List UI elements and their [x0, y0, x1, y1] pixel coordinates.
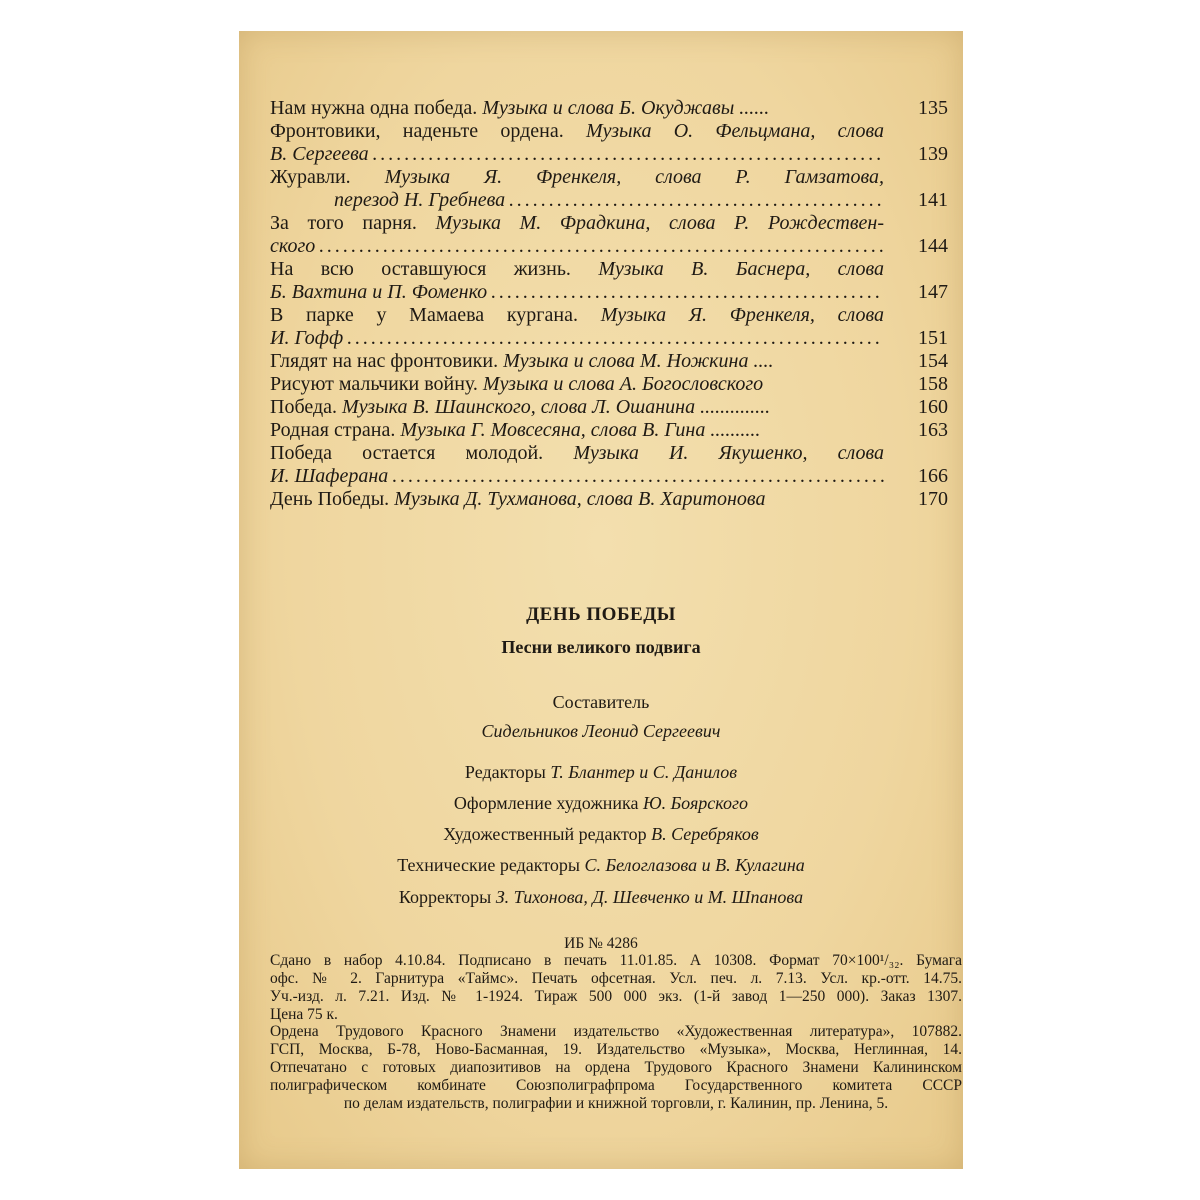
page-number: 147 — [918, 281, 948, 303]
toc-entry-text — [270, 120, 884, 143]
song-title: Журавли. — [270, 166, 385, 188]
credit-line — [239, 793, 963, 814]
song-title: Нам нужна одна победа. — [270, 97, 483, 119]
toc-entry-line — [270, 166, 948, 189]
publisher-line: ГСП, Москва, Б-78, Ново-Басманная, 19. Издательство «Музыка», Москва, Неглинная, 14. — [270, 1041, 962, 1058]
page-number: 158 — [918, 373, 948, 395]
song-credits: Музыка Г. Мовсесяна, слова В. Гина .......... — [400, 419, 761, 441]
toc-entry-line — [270, 304, 948, 327]
song-credits: Музыка И. Якушенко, слова — [573, 442, 884, 464]
book-page — [239, 31, 963, 1169]
toc-entry-line — [270, 189, 948, 212]
print-detail-line: офс. № 2. Гарнитура «Таймс». Печать офсетная. Усл. печ. л. 7.13. Усл. кр.-отт. 14.75. — [270, 970, 962, 987]
publisher-line: полиграфическом комбинате Союзполиграфпрома Государственного комитета СССР — [270, 1077, 962, 1094]
compiler-label: Составитель — [552, 692, 650, 712]
toc-entry-line — [270, 327, 948, 350]
song-title: Родная страна. — [270, 419, 401, 441]
ib-number: ИБ № 4286 — [564, 935, 638, 952]
toc-entry-line — [270, 442, 948, 465]
toc-entry-text — [270, 465, 884, 488]
song-credits: Музыка М. Фрадкина, слова Р. Рождествен- — [435, 212, 884, 234]
toc-entry-line — [270, 396, 948, 419]
toc-entry-line — [270, 120, 948, 143]
song-credits: Музыка О. Фельцмана, слова — [585, 120, 884, 142]
song-title: За того парня. — [270, 212, 436, 234]
credit-role: Художественный редактор — [443, 824, 652, 844]
credit-names: Т. Блантер и С. Данилов — [550, 762, 738, 782]
toc-entry-text — [270, 97, 884, 120]
price: Цена 75 к. — [270, 1006, 338, 1023]
song-credits: Музыка В. Баснера, слова — [598, 258, 884, 280]
toc-entry-text — [270, 281, 884, 304]
toc-entry-text — [270, 189, 884, 212]
song-credits: И. Гофф . . . — [270, 327, 884, 349]
song-title: Фронтовики, наденьте ордена. — [270, 120, 586, 142]
toc-entry-text — [270, 166, 884, 189]
publisher-line: по делам издательств, полиграфии и книжной торговли, г. Калинин, пр. Ленина, 5. — [343, 1095, 889, 1112]
toc-entry-text — [270, 258, 884, 281]
toc-entry-line — [270, 419, 948, 442]
song-credits: Музыка Д. Тухманова, слова В. Харитонова — [394, 488, 766, 510]
song-credits: Музыка и слова Б. Окуджавы ...... — [482, 97, 770, 119]
toc-entry-text — [270, 212, 884, 235]
song-credits: Музыка и слова А. Богословского — [482, 373, 764, 395]
song-credits: Музыка и слова М. Ножкина .... — [503, 350, 774, 372]
toc-entry-text — [270, 235, 884, 258]
page-number: 135 — [918, 97, 948, 119]
credit-names: В. Серебряков — [651, 824, 759, 844]
toc-entry-line — [270, 258, 948, 281]
song-title: Рисуют мальчики войну. — [270, 373, 483, 395]
song-credits: Музыка Я. Френкеля, слова — [600, 304, 884, 326]
print-detail-line: Сдано в набор 4.10.84. Подписано в печать 11.01.85. А 10308. Формат 70×100¹/₃₂. Бумага — [270, 952, 962, 969]
publisher-line: Отпечатано с готовых диапозитивов на ордена Трудового Красного Знамени Калининском — [270, 1059, 962, 1076]
compiler-name: Сидельников Леонид Сергеевич — [481, 721, 721, 741]
toc-entry-text — [270, 143, 884, 166]
publisher-info — [270, 1023, 962, 1113]
credit-names: Ю. Боярского — [642, 793, 749, 813]
song-title: Победа остается молодой. — [270, 442, 574, 464]
credit-names: З. Тихонова, Д. Шевченко и М. Шпанова — [495, 887, 804, 907]
toc-entry-line — [270, 281, 948, 304]
song-credits: ского . . . — [270, 235, 884, 257]
song-title: Победа. — [270, 396, 343, 418]
song-title: День Победы. — [270, 488, 395, 510]
table-of-contents — [270, 97, 948, 511]
toc-entry-line — [270, 488, 948, 511]
credit-line — [239, 824, 963, 845]
toc-entry-text — [270, 373, 884, 396]
page-number: 139 — [918, 143, 948, 165]
page-number: 141 — [918, 189, 948, 211]
toc-entry-text — [270, 304, 884, 327]
song-credits: Музыка Я. Френкеля, слова Р. Гамзатова, — [384, 166, 884, 188]
song-title: Глядят на нас фронтовики. — [270, 350, 504, 372]
toc-entry-text — [270, 442, 884, 465]
page-number: 163 — [918, 419, 948, 441]
song-credits: перезод Н. Гребнева . . . — [334, 189, 884, 211]
toc-entry-text — [270, 350, 884, 373]
page-number: 151 — [918, 327, 948, 349]
credit-role: Оформление художника — [453, 793, 643, 813]
toc-entry-text — [270, 396, 884, 419]
toc-entry-text — [270, 488, 884, 511]
book-title: ДЕНЬ ПОБЕДЫ — [526, 604, 676, 625]
print-details — [270, 952, 962, 1024]
toc-entry-text — [270, 419, 884, 442]
page-number: 144 — [918, 235, 948, 257]
credit-line — [239, 855, 963, 876]
credit-names: С. Белоглазова и В. Кулагина — [584, 855, 805, 875]
toc-entry-line — [270, 350, 948, 373]
page-number: 170 — [918, 488, 948, 510]
credit-role: Корректоры — [398, 887, 496, 907]
song-title: На всю оставшуюся жизнь. — [270, 258, 599, 280]
page-number: 160 — [918, 396, 948, 418]
publisher-line: Ордена Трудового Красного Знамени издательство «Художественная литература», 107882. — [270, 1023, 962, 1040]
song-credits: Музыка В. Шаинского, слова Л. Ошанина .............. — [342, 396, 771, 418]
toc-entry-line — [270, 235, 948, 258]
page-number: 166 — [918, 465, 948, 487]
song-credits: Б. Вахтина и П. Фоменко . . . — [270, 281, 884, 303]
toc-entry-line — [270, 143, 948, 166]
toc-entry-line — [270, 465, 948, 488]
book-subtitle: Песни великого подвига — [501, 637, 701, 657]
toc-entry-text — [270, 327, 884, 350]
toc-entry-line — [270, 97, 948, 120]
song-credits: В. Сергеева . . . — [270, 143, 884, 165]
toc-entry-line — [270, 212, 948, 235]
song-credits: И. Шаферана . . . — [270, 465, 884, 487]
toc-entry-line — [270, 373, 948, 396]
credit-role: Редакторы — [464, 762, 551, 782]
credit-line — [239, 762, 963, 783]
credit-line — [239, 887, 963, 908]
page-number: 154 — [918, 350, 948, 372]
credit-role: Технические редакторы — [397, 855, 585, 875]
song-title: В парке у Мамаева кургана. — [270, 304, 601, 326]
print-detail-line: Уч.-изд. л. 7.21. Изд. № 1-1924. Тираж 500 000 экз. (1-й завод 1—250 000). Заказ 1307. — [270, 988, 962, 1005]
